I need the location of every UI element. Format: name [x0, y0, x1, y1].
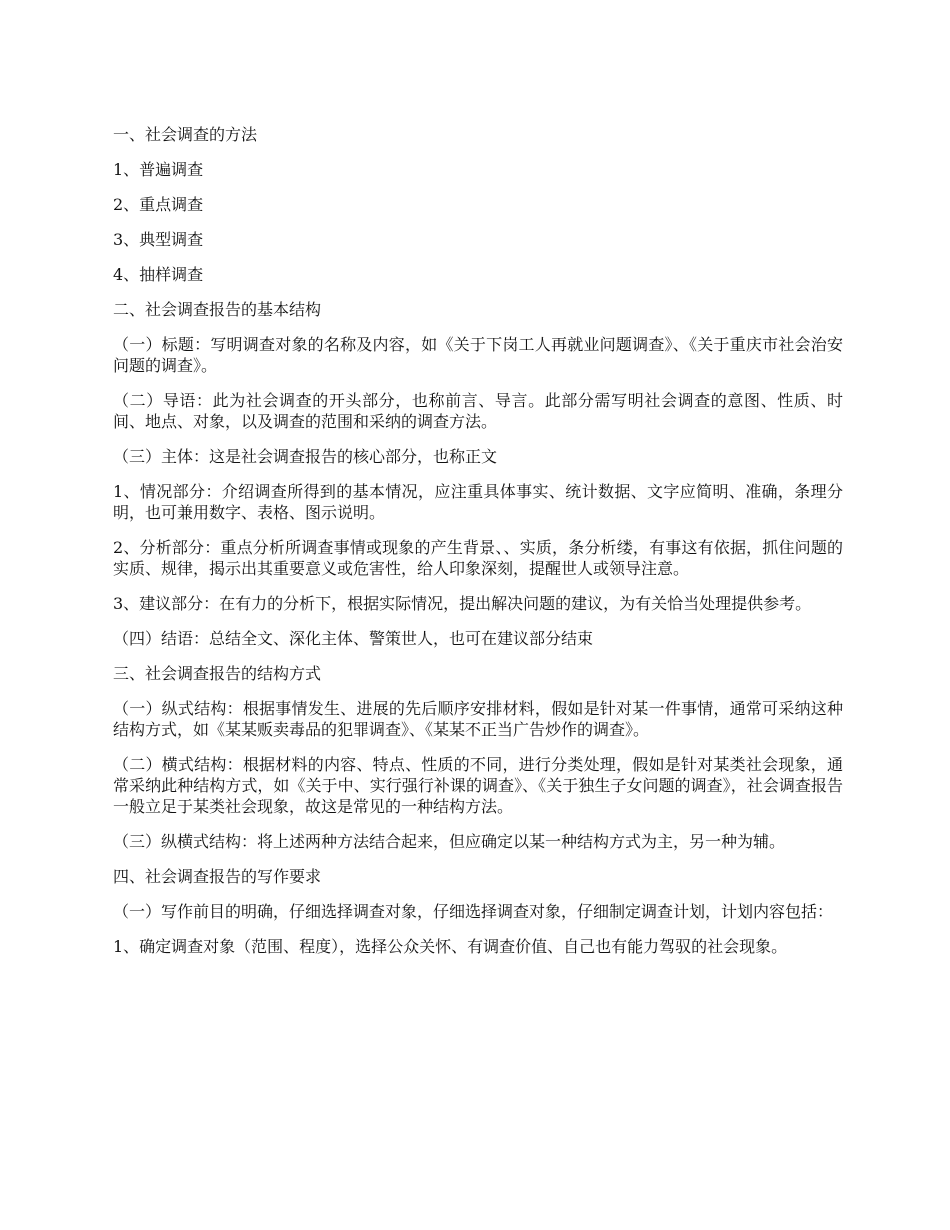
heading-3: 三、社会调查报告的结构方式: [113, 664, 322, 683]
paragraph: 2、分析部分：重点分析所调查事情或现象的产生背景、、实质，条分析缕，有事这有依据，抓住问题的实质、规律，揭示出其重要意义或危害性，给人印象深刻，提醒世人或领导注意。: [113, 538, 843, 578]
list-item: 2、重点调查: [113, 195, 204, 214]
paragraph: 3、建议部分：在有力的分析下，根据实际情况，提出解决问题的建议，为有关恰当处理提供参考。: [113, 594, 812, 613]
paragraph: （二）导语：此为社会调查的开头部分，也称前言、导言。此部分需写明社会调查的意图、性质、时间、地点、对象，以及调查的范围和采纳的调查方法。: [113, 391, 843, 431]
paragraph: （四）结语：总结全文、深化主体、警策世人，也可在建议部分结束: [113, 629, 594, 648]
document-body: [113, 124, 843, 971]
list-item: 3、典型调查: [113, 230, 204, 249]
paragraph: （三）主体：这是社会调查报告的核心部分，也称正文: [113, 447, 498, 466]
heading-2: 二、社会调查报告的基本结构: [113, 300, 322, 319]
paragraph: （一）纵式结构：根据事情发生、进展的先后顺序安排材料，假如是针对某一件事情，通常可采纳这种结构方式，如《某某贩卖毒品的犯罪调查》、《某某不正当广告炒作的调查》。: [113, 699, 843, 739]
paragraph: 1、情况部分：介绍调查所得到的基本情况，应注重具体事实、统计数据、文字应简明、准确，条理分明，也可兼用数字、表格、图示说明。: [113, 482, 843, 522]
heading-1: 一、社会调查的方法: [113, 125, 258, 144]
paragraph: 1、确定调查对象（范围、程度），选择公众关怀、有调查价值、自己也有能力驾驭的社会现象。: [113, 937, 788, 956]
list-item: 4、抽样调查: [113, 265, 204, 284]
paragraph: （三）纵横式结构：将上述两种方法结合起来，但应确定以某一种结构方式为主，另一种为辅。: [113, 832, 786, 851]
paragraph: （二）横式结构：根据材料的内容、特点、性质的不同，进行分类处理，假如是针对某类社会现象，通常采纳此种结构方式，如《关于中、实行强行补课的调查》、《关于独生子女问题的调查》，社会调查报告一般立足于某类社会现象，故这是常见的一种结构方法。: [113, 755, 843, 816]
paragraph: （一）标题：写明调查对象的名称及内容，如《关于下岗工人再就业问题调查》、《关于重庆市社会治安问题的调查》。: [113, 335, 843, 375]
heading-4: 四、社会调查报告的写作要求: [113, 867, 322, 886]
list-item: 1、普遍调查: [113, 160, 204, 179]
paragraph: （一）写作前目的明确，仔细选择调查对象，仔细选择调查对象，仔细制定调查计划，计划内容包括：: [113, 902, 834, 921]
